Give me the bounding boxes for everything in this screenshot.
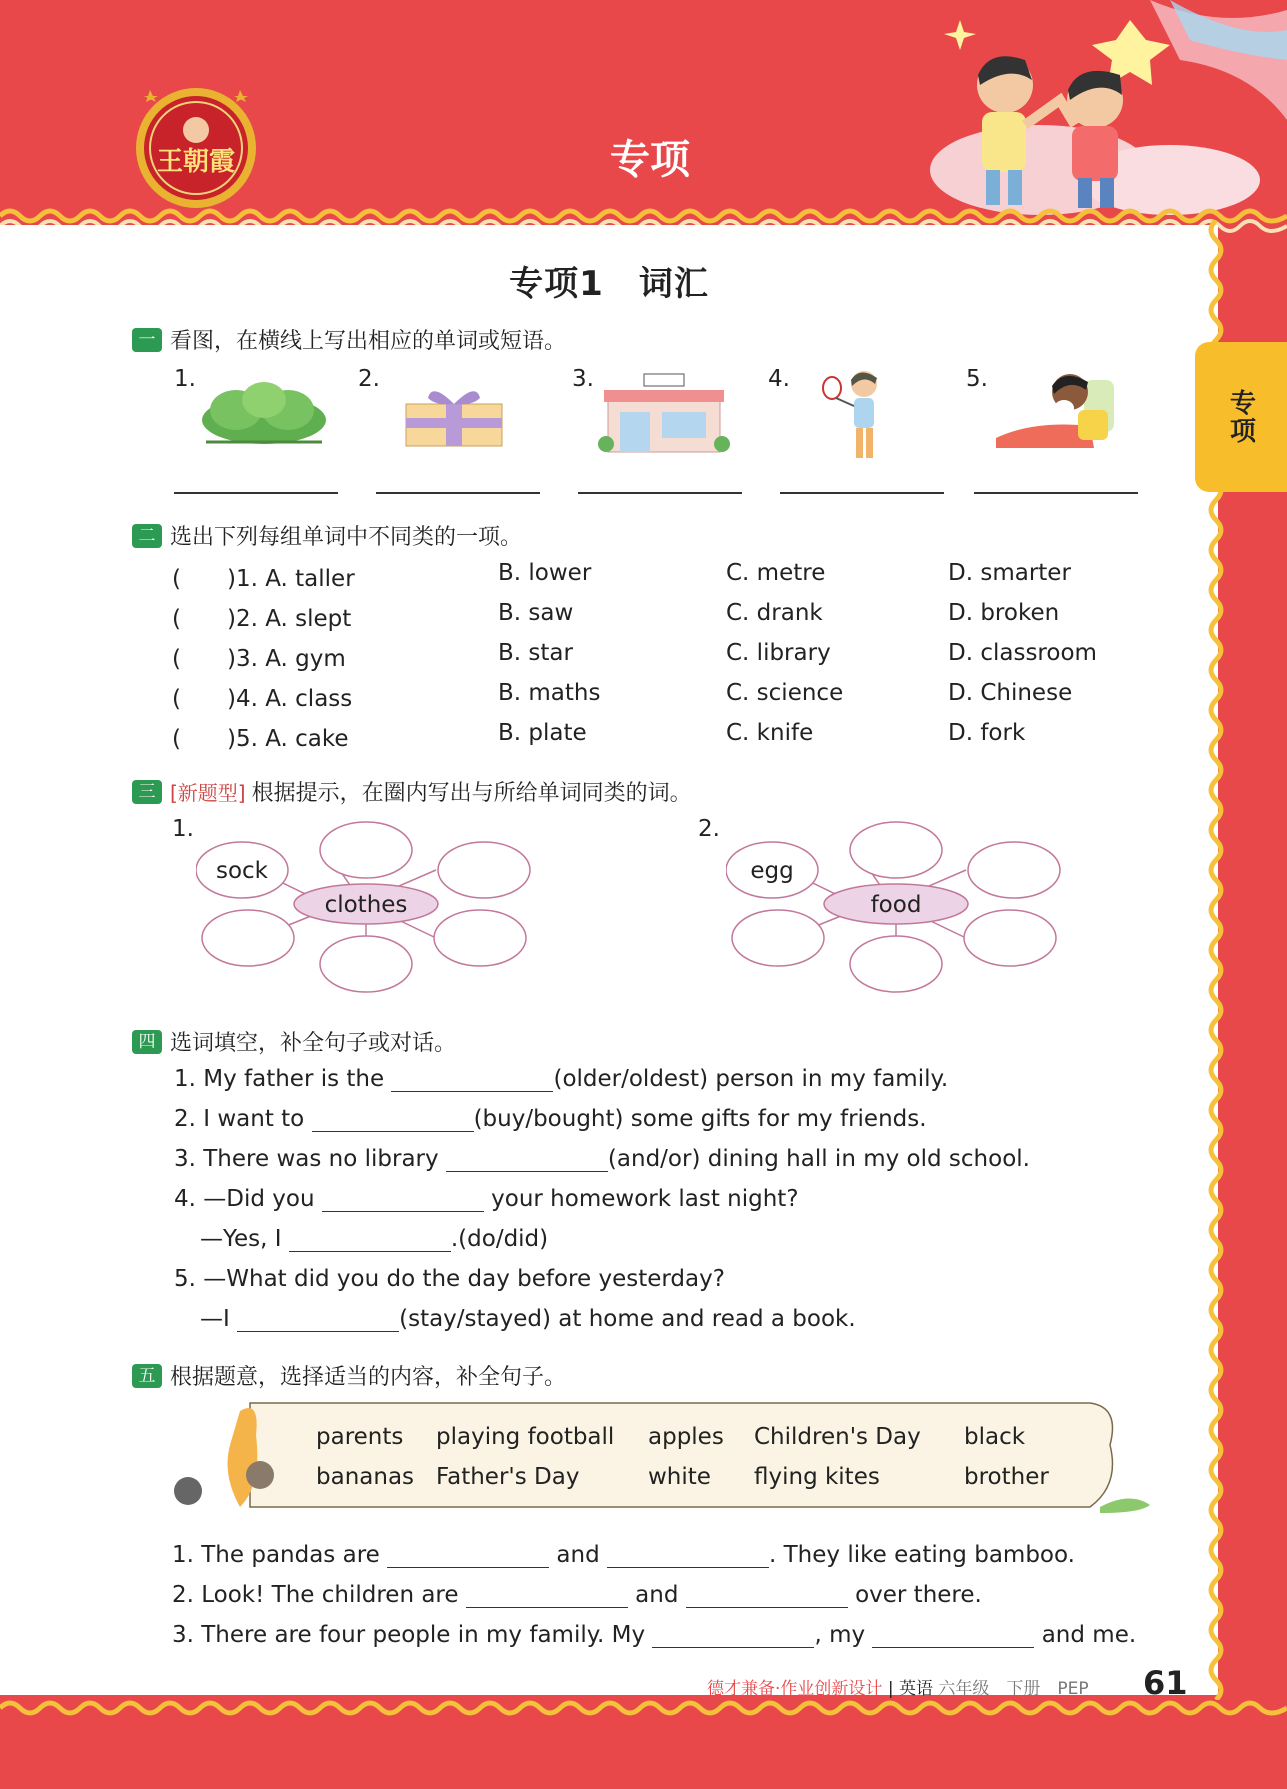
- fill-sentence: [172, 1622, 1136, 1648]
- choice-option-b[interactable]: B. plate: [498, 720, 587, 746]
- fill-sentence: [200, 1226, 548, 1252]
- section-3-heading: [132, 776, 692, 807]
- sentence-text: and me.: [1034, 1622, 1137, 1648]
- bush-picture: [196, 380, 332, 446]
- answer-blank[interactable]: [872, 1622, 1034, 1648]
- sentence-text: (and/or) dining hall in my old school.: [607, 1146, 1030, 1172]
- word-bank-item: black: [964, 1424, 1026, 1450]
- kids-illustration: [920, 0, 1287, 215]
- mind-map-bubble: [968, 842, 1060, 898]
- section-3-badge: 三: [132, 780, 162, 804]
- choice-option-d[interactable]: D. Chinese: [948, 680, 1073, 706]
- footer-series-name: 德才兼备·作业创新设计: [707, 1679, 883, 1699]
- word-bank-item: apples: [648, 1424, 724, 1450]
- choice-option-b[interactable]: B. lower: [498, 560, 592, 586]
- section-1-badge: 一: [132, 328, 162, 352]
- answer-blank[interactable]: [391, 1066, 553, 1092]
- section-4-badge: 四: [132, 1030, 162, 1054]
- choice-option-c[interactable]: C. science: [726, 680, 844, 706]
- choice-option-a[interactable]: ( )5. A. cake: [172, 726, 349, 752]
- sentence-text: 1. My father is the: [174, 1066, 392, 1092]
- sentence-text: 5. —What did you do the day before yesterday?: [174, 1266, 725, 1292]
- word-bank-item: playing football: [436, 1424, 615, 1450]
- answer-line-1[interactable]: [174, 492, 338, 494]
- section-5-instruction: 根据题意，选择适当的内容，补全句子。: [170, 1365, 567, 1390]
- answer-line-4[interactable]: [780, 492, 944, 494]
- answer-blank[interactable]: [652, 1622, 814, 1648]
- mind-map-center-word: food: [870, 892, 922, 918]
- choice-option-c[interactable]: C. metre: [726, 560, 826, 586]
- mind-map-bubble: [850, 822, 942, 878]
- footer-subject: 英语: [898, 1679, 933, 1699]
- logo: [130, 78, 262, 210]
- answer-line-5[interactable]: [974, 492, 1138, 494]
- mind-map-given-word: egg: [750, 858, 794, 884]
- logo-text: 王朝霞: [156, 147, 236, 177]
- section-2-instruction: 选出下列每组单词中不同类的一项。: [170, 525, 523, 550]
- choice-option-a[interactable]: ( )1. A. taller: [172, 566, 355, 592]
- picture-number-2: 2.: [358, 366, 380, 392]
- side-tab-label: 专项: [1225, 389, 1256, 445]
- section-4-instruction: 选词填空，补全句子或对话。: [170, 1031, 457, 1056]
- sentence-text: —I: [200, 1306, 238, 1332]
- choice-row: [172, 600, 1122, 630]
- choice-option-d[interactable]: D. fork: [948, 720, 1026, 746]
- mind-map-bubble: [320, 936, 412, 992]
- sentence-text: 2. I want to: [174, 1106, 312, 1132]
- fill-sentence: [174, 1066, 948, 1092]
- answer-blank[interactable]: [289, 1226, 451, 1252]
- picture-number-1: 1.: [174, 366, 196, 392]
- word-bank-scroll: [160, 1395, 1160, 1515]
- choice-option-d[interactable]: D. smarter: [948, 560, 1071, 586]
- sentence-text: (stay/stayed) at home and read a book.: [399, 1306, 856, 1332]
- fill-sentence: [174, 1186, 799, 1212]
- section-1-instruction: 看图，在横线上写出相应的单词或短语。: [170, 329, 567, 354]
- fill-sentence: [174, 1146, 1030, 1172]
- gift-box-picture: [402, 382, 506, 448]
- mind-map-bubble: [438, 842, 530, 898]
- mind-map-center-word: clothes: [324, 892, 408, 918]
- choice-row: [172, 560, 1122, 590]
- mind-map-bubble: [732, 910, 824, 966]
- choice-option-c[interactable]: C. knife: [726, 720, 814, 746]
- choice-option-c[interactable]: C. drank: [726, 600, 823, 626]
- choice-row: [172, 640, 1122, 670]
- sentence-text: (buy/bought) some gifts for my friends.: [473, 1106, 927, 1132]
- picture-number-4: 4.: [768, 366, 790, 392]
- header-title: 专项: [610, 137, 690, 183]
- sentence-text: . They like eating bamboo.: [769, 1542, 1075, 1568]
- word-bank-item: flying kites: [754, 1464, 880, 1490]
- shop-picture: [598, 372, 730, 454]
- section-5-heading: [132, 1360, 566, 1391]
- choice-option-c[interactable]: C. library: [726, 640, 831, 666]
- sentence-text: 3. There are four people in my family. My: [172, 1622, 653, 1648]
- answer-blank[interactable]: [237, 1306, 399, 1332]
- sentence-text: 3. There was no library: [174, 1146, 446, 1172]
- section-1-heading: [132, 324, 566, 355]
- choice-row: [172, 720, 1122, 750]
- mind-map-bubble: [202, 910, 294, 966]
- mind-map-bubble: [320, 822, 412, 878]
- fill-sentence: [172, 1542, 1075, 1568]
- answer-blank[interactable]: [607, 1542, 769, 1568]
- sentence-text: and: [627, 1582, 686, 1608]
- page-title: 专项1 词汇: [509, 264, 709, 304]
- sick-boy-picture: [994, 364, 1122, 452]
- mind-map-bubble: [964, 910, 1056, 966]
- sentence-text: 2. Look! The children are: [172, 1582, 466, 1608]
- word-bank-item: bananas: [316, 1464, 415, 1490]
- choice-row: [172, 680, 1122, 710]
- picture-number-5: 5.: [966, 366, 988, 392]
- section-3-instruction: 根据提示，在圈内写出与所给单词同类的词。: [251, 781, 692, 806]
- choice-option-b[interactable]: B. maths: [498, 680, 601, 706]
- new-question-tag: [新题型]: [170, 781, 246, 805]
- sentence-text: (older/oldest) person in my family.: [553, 1066, 949, 1092]
- choice-option-a[interactable]: ( )2. A. slept: [172, 606, 352, 632]
- mind-map-food: [726, 814, 1066, 1000]
- word-bank-item: brother: [964, 1464, 1049, 1490]
- picture-number-3: 3.: [572, 366, 594, 392]
- fill-sentence: [174, 1106, 927, 1132]
- fill-sentence: [200, 1306, 856, 1332]
- sentence-text: , my: [814, 1622, 873, 1648]
- word-bank-item: parents: [316, 1424, 404, 1450]
- section-5-badge: 五: [132, 1364, 162, 1388]
- choice-option-a[interactable]: ( )3. A. gym: [172, 646, 346, 672]
- answer-line-3[interactable]: [578, 492, 742, 494]
- mind-map-number-1: 1.: [172, 816, 194, 842]
- answer-blank[interactable]: [686, 1582, 848, 1608]
- mind-map-given-word: sock: [215, 858, 269, 884]
- answer-blank[interactable]: [466, 1582, 628, 1608]
- sentence-text: over there.: [847, 1582, 982, 1608]
- mind-map-bubble: [850, 936, 942, 992]
- sentence-text: 1. The pandas are: [172, 1542, 388, 1568]
- word-bank-item: white: [648, 1464, 711, 1490]
- choice-option-d[interactable]: D. classroom: [948, 640, 1097, 666]
- answer-blank[interactable]: [387, 1542, 549, 1568]
- section-2-heading: [132, 520, 522, 551]
- choice-option-d[interactable]: D. broken: [948, 600, 1060, 626]
- answer-blank[interactable]: [322, 1186, 484, 1212]
- page-number: 61: [1143, 1664, 1188, 1702]
- fill-sentence: [174, 1266, 725, 1292]
- side-tab[interactable]: [1195, 342, 1287, 492]
- mind-map-bubble: [434, 910, 526, 966]
- choice-option-b[interactable]: B. star: [498, 640, 573, 666]
- sentence-text: your homework last night?: [483, 1186, 799, 1212]
- mind-map-clothes: [196, 814, 536, 1000]
- answer-blank[interactable]: [312, 1106, 474, 1132]
- badminton-boy-picture: [820, 364, 896, 464]
- answer-blank[interactable]: [446, 1146, 608, 1172]
- sentence-text: —Yes, I: [200, 1226, 289, 1252]
- choice-option-a[interactable]: ( )4. A. class: [172, 686, 353, 712]
- choice-option-b[interactable]: B. saw: [498, 600, 574, 626]
- answer-line-2[interactable]: [376, 492, 540, 494]
- sentence-text: 4. —Did you: [174, 1186, 322, 1212]
- word-bank-item: Children's Day: [754, 1424, 921, 1450]
- mind-map-number-2: 2.: [698, 816, 720, 842]
- section-4-heading: [132, 1026, 456, 1057]
- section-2-badge: 二: [132, 524, 162, 548]
- word-bank-item: Father's Day: [436, 1464, 580, 1490]
- sentence-text: and: [549, 1542, 608, 1568]
- footer-grade: 六年级 下册 PEP: [938, 1679, 1089, 1699]
- fill-sentence: [172, 1582, 982, 1608]
- wave-border-bottom: [0, 1688, 1287, 1728]
- sentence-text: .(do/did): [450, 1226, 549, 1252]
- footer-series: 德才兼备·作业创新设计 | 英语 六年级 下册 PEP: [707, 1679, 1089, 1699]
